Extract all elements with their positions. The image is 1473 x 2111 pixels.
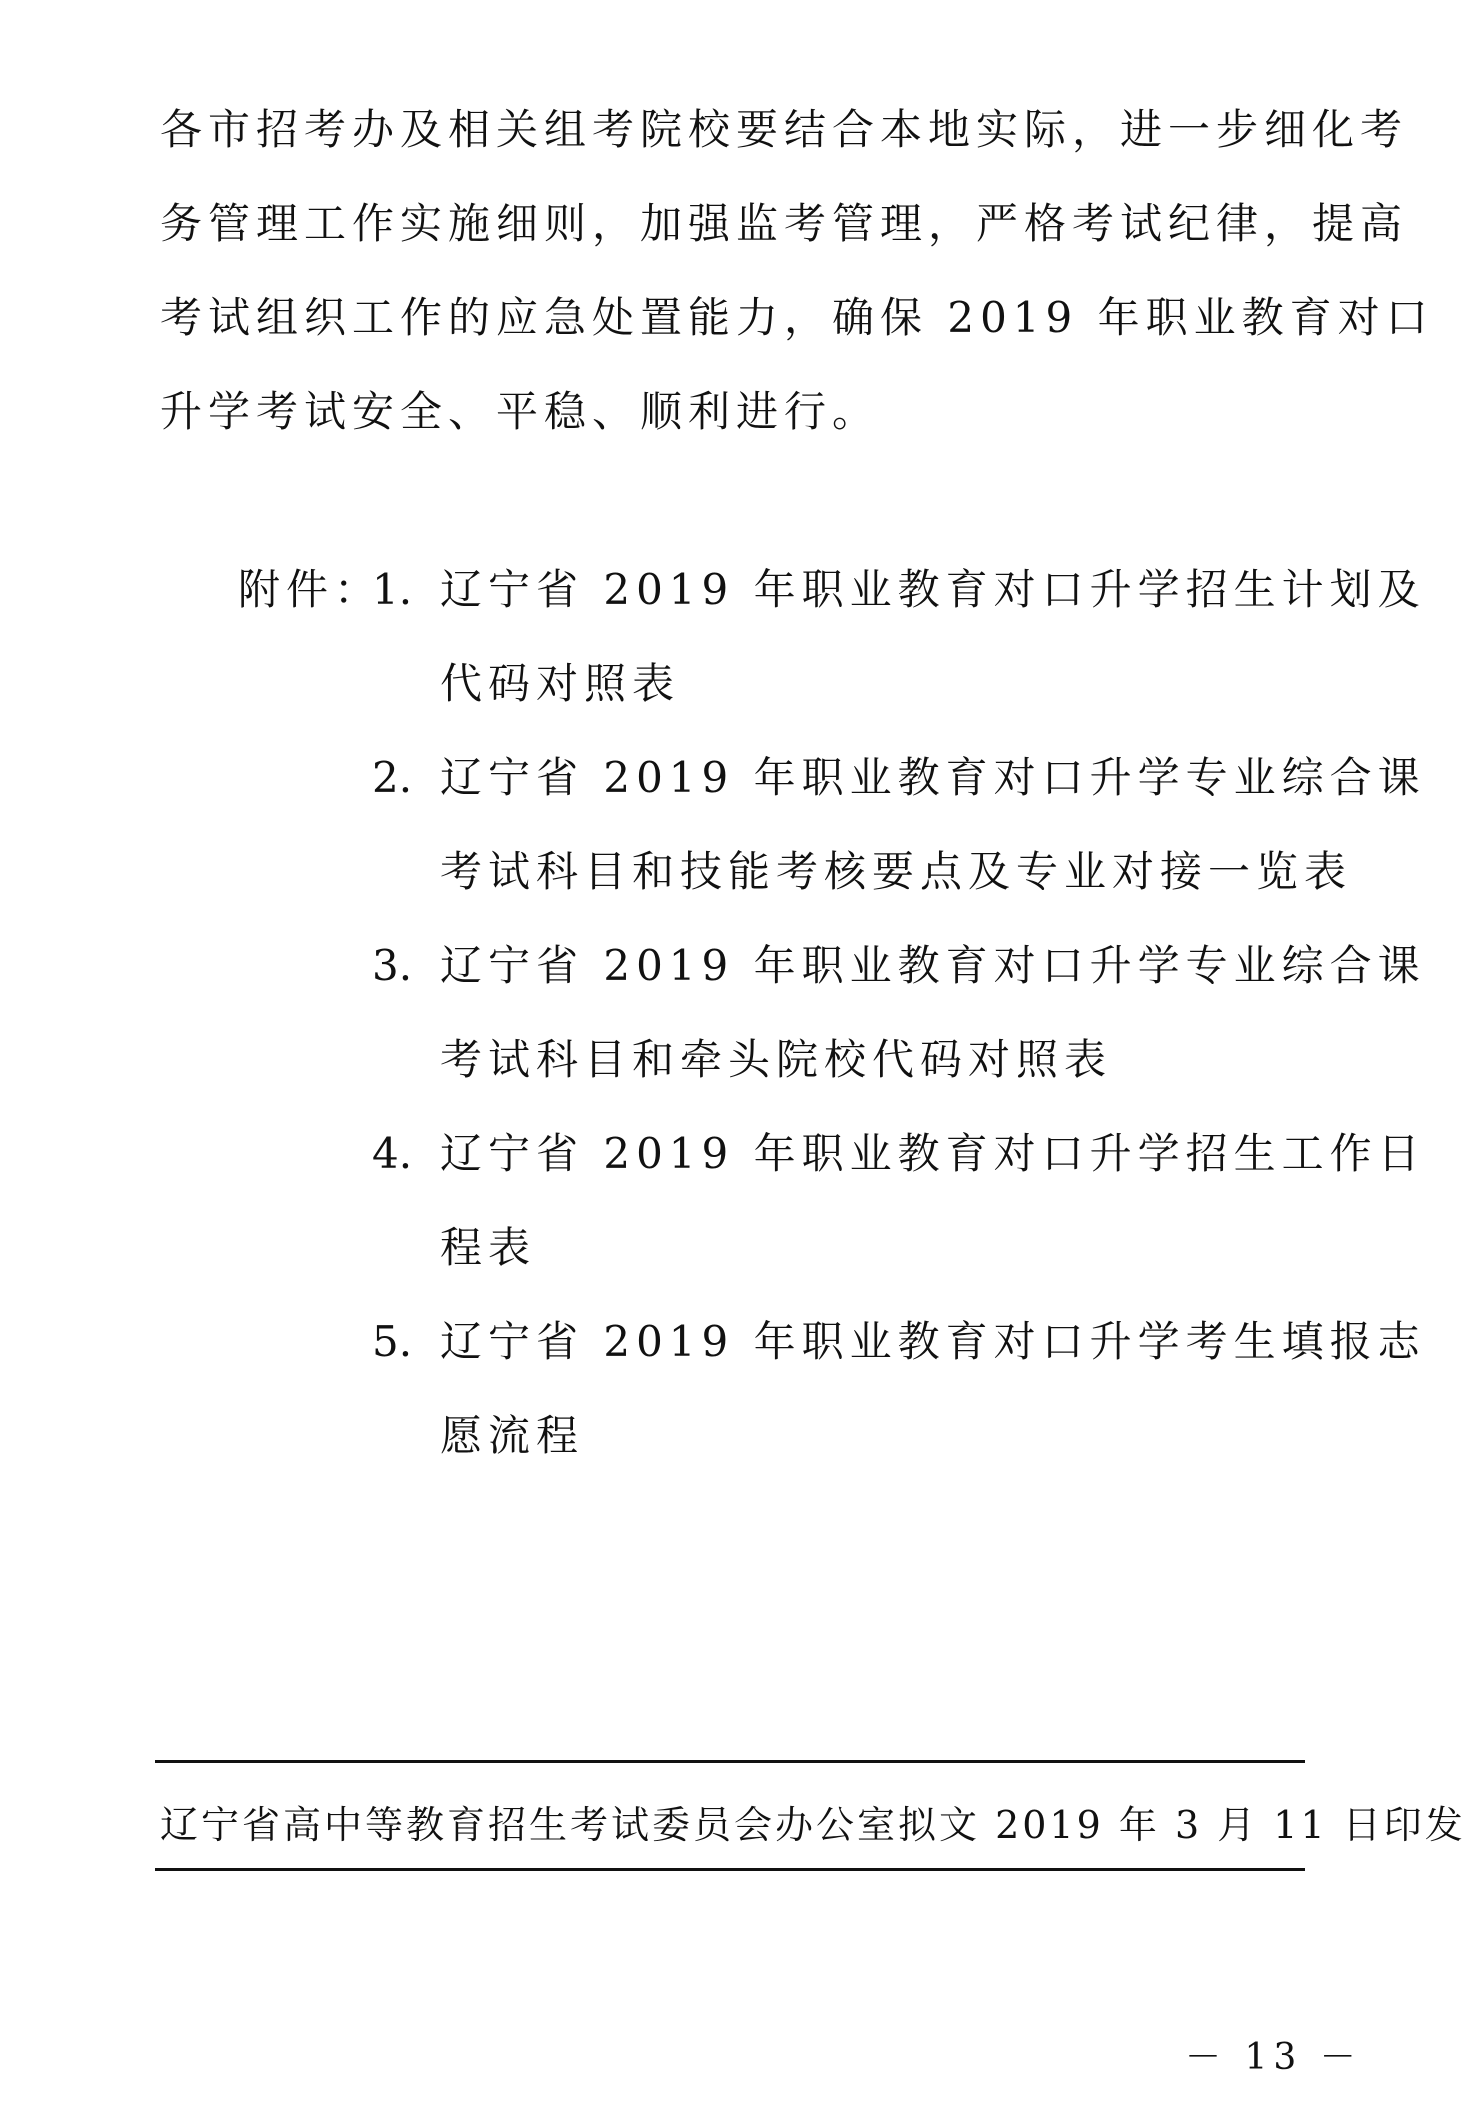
attachment-title-line: 辽宁省 2019 年职业教育对口升学专业综合课 [440, 941, 1426, 990]
attachment-title-line: 辽宁省 2019 年职业教育对口升学招生计划及 [440, 565, 1426, 614]
attachment-title-line: 代码对照表 [440, 659, 681, 708]
attachment-number: 1. [372, 565, 413, 614]
attachment-title-line: 程表 [440, 1223, 537, 1272]
paragraph-line: 各市招考办及相关组考院校要结合本地实际，进一步细化考 [160, 105, 1409, 154]
attachment-title-line: 考试科目和牵头院校代码对照表 [440, 1035, 1113, 1084]
attachment-title-line: 辽宁省 2019 年职业教育对口升学专业综合课 [440, 753, 1426, 802]
attachment-title-line: 辽宁省 2019 年职业教育对口升学考生填报志 [440, 1317, 1426, 1366]
footer-bottom-rule [155, 1868, 1305, 1871]
paragraph-line: 升学考试安全、平稳、顺利进行。 [160, 387, 881, 436]
attachment-title-line: 考试科目和技能考核要点及专业对接一览表 [440, 847, 1353, 896]
issuer-line: 辽宁省高中等教育招生考试委员会办公室拟文 2019 年 3 月 11 日印发 [160, 1803, 1466, 1847]
attachments-label: 附件： [238, 565, 383, 614]
attachment-number: 2. [372, 753, 413, 802]
attachment-number: 4. [372, 1129, 413, 1178]
paragraph-line: 考试组织工作的应急处置能力，确保 2019 年职业教育对口 [160, 293, 1434, 342]
attachment-title-line: 辽宁省 2019 年职业教育对口升学招生工作日 [440, 1129, 1426, 1178]
attachment-number: 5. [372, 1317, 413, 1366]
page-number: － 13 － [1185, 2037, 1362, 2078]
footer-top-rule [155, 1760, 1305, 1763]
paragraph-line: 务管理工作实施细则，加强监考管理，严格考试纪律，提高 [160, 199, 1409, 248]
attachment-number: 3. [372, 941, 413, 990]
attachment-title-line: 愿流程 [440, 1411, 585, 1460]
